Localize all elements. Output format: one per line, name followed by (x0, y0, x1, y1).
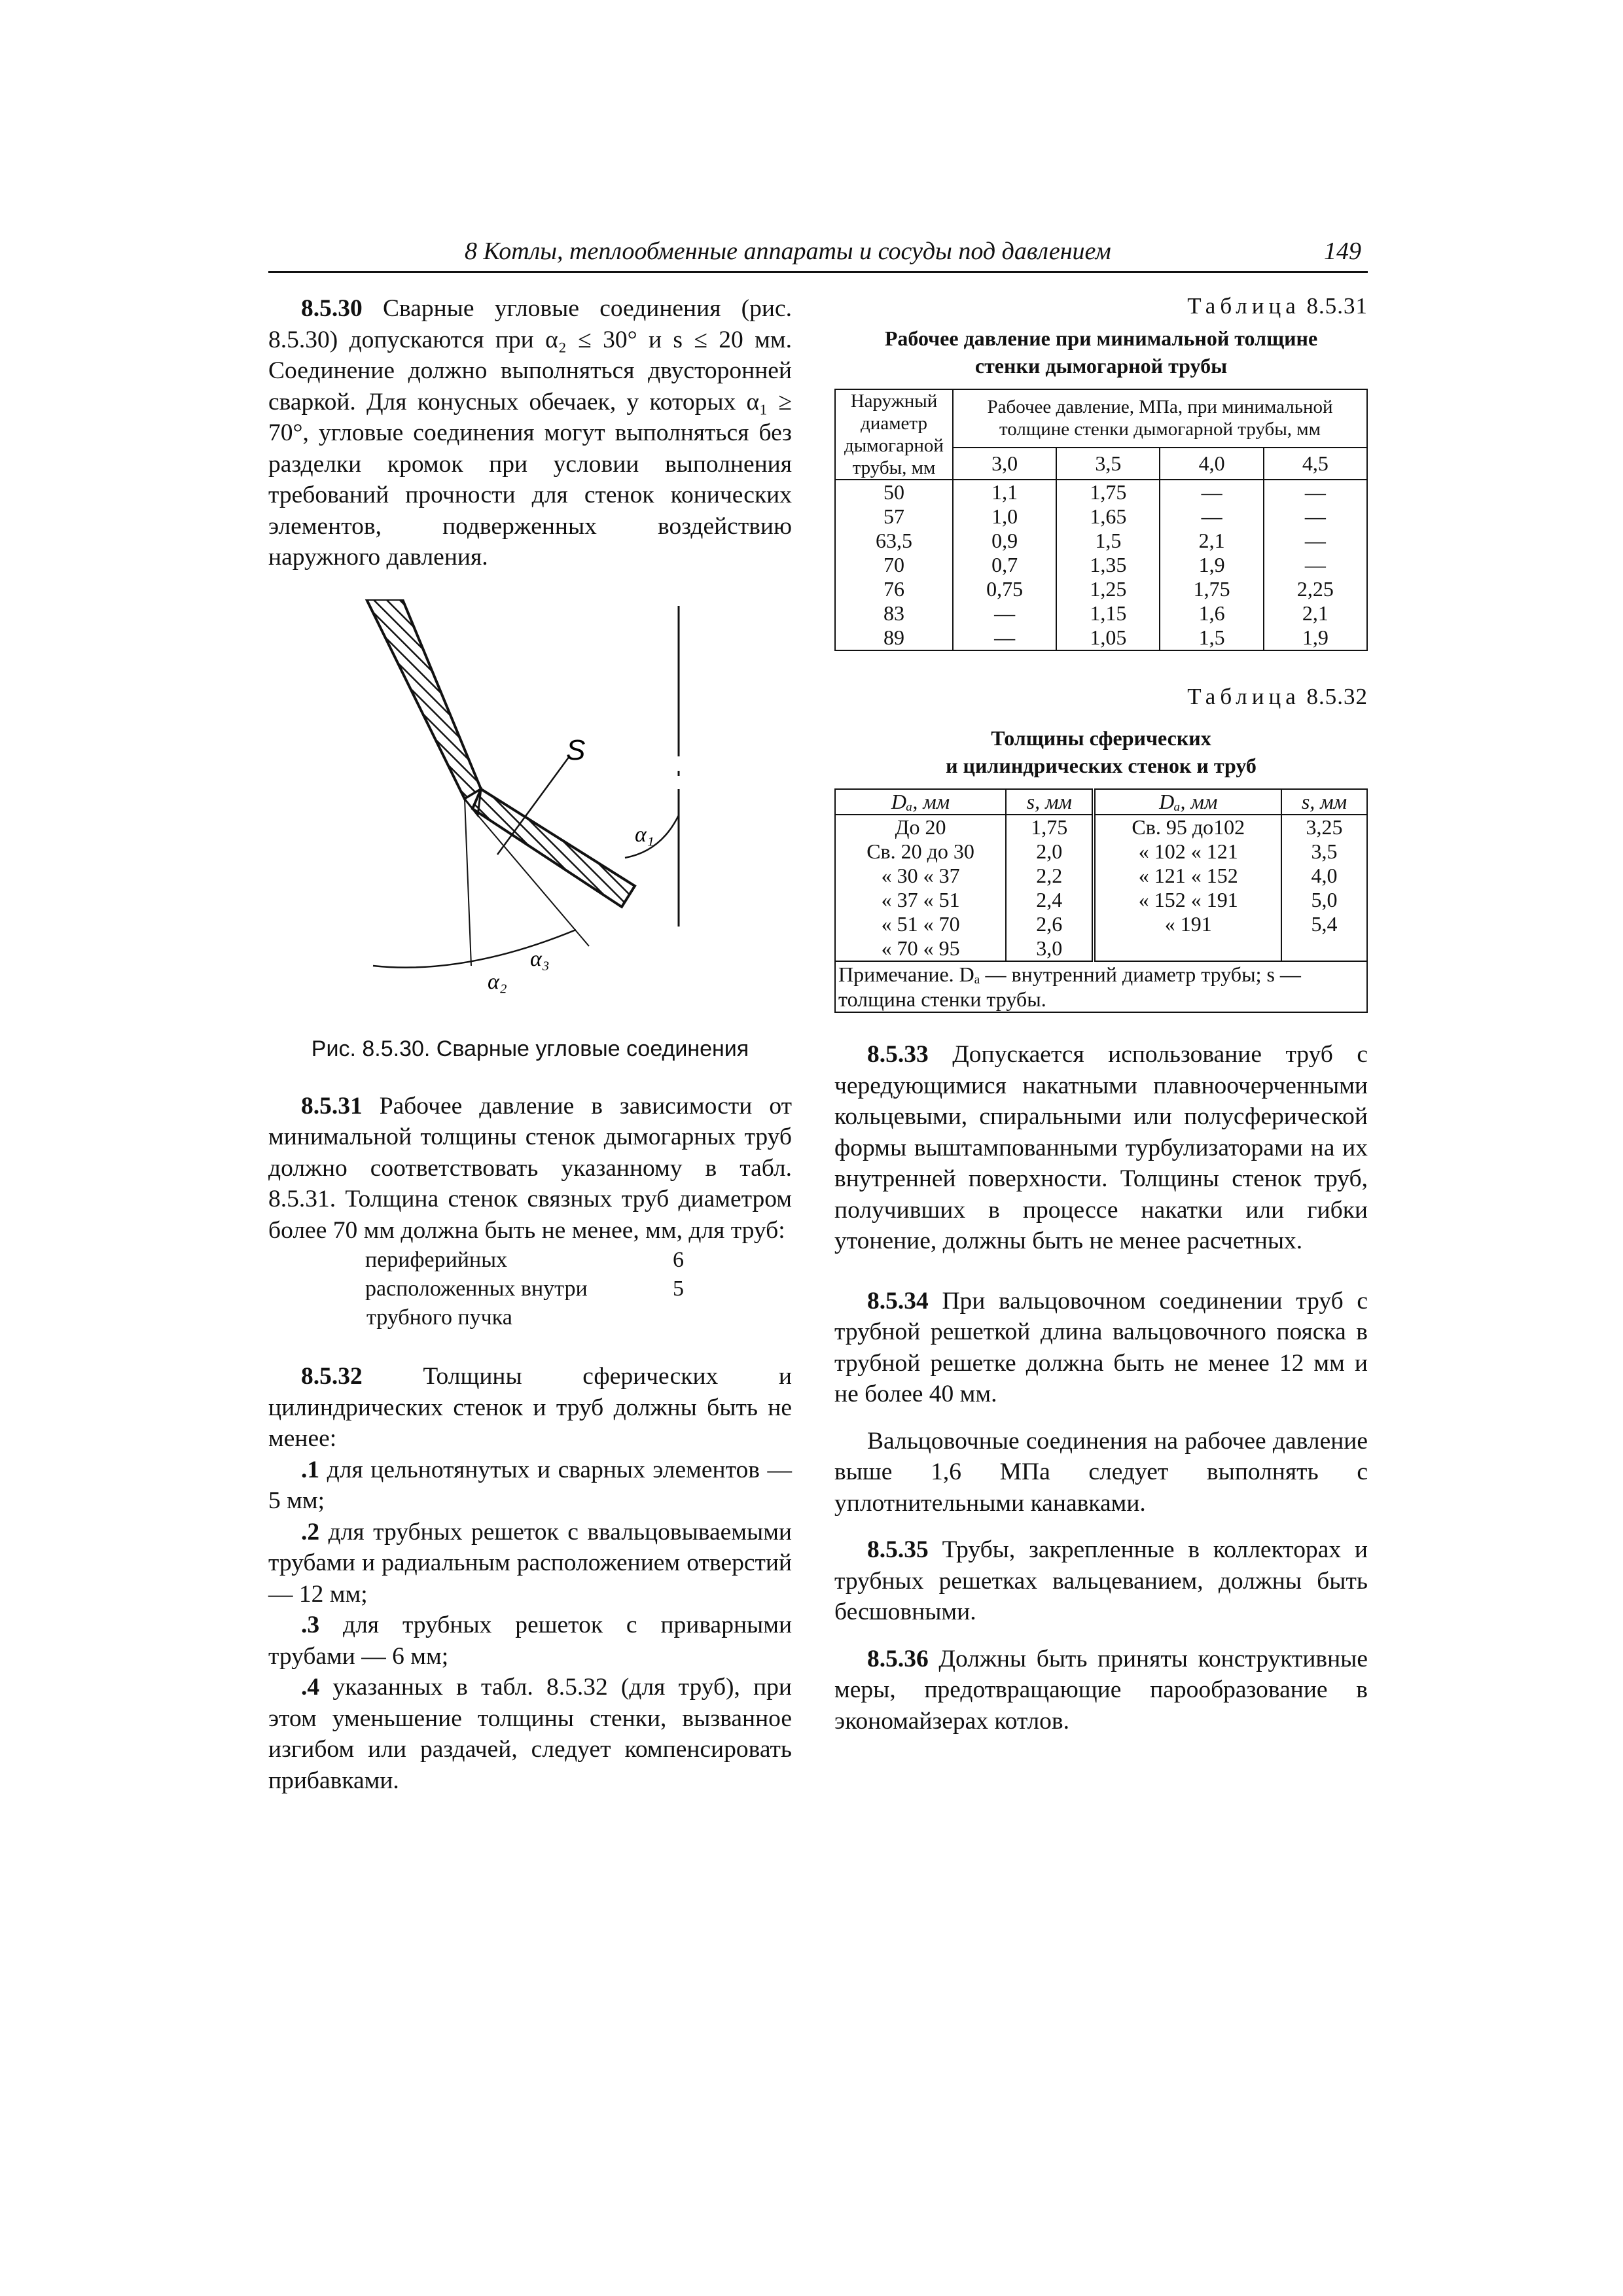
paragraph-8-5-30 (268, 293, 792, 573)
table-cell: 57 (835, 504, 953, 529)
table-8-5-32 (834, 788, 1368, 1013)
table-cell: 4,0 (1281, 864, 1367, 888)
paragraph-number: 8.5.31 (301, 1092, 363, 1120)
paragraph-number: 8.5.36 (867, 1645, 929, 1672)
table-cell: 2,2 (1006, 864, 1094, 888)
table-row (835, 839, 1367, 864)
table-row (835, 480, 1367, 504)
column-header: Наружный диаметр дымогарной трубы, мм (835, 389, 953, 480)
table-cell: 3,0 (1006, 936, 1094, 961)
table-cell: 2,1 (1264, 601, 1367, 626)
table-cell: 1,25 (1056, 577, 1160, 601)
table-cell: — (953, 626, 1056, 650)
table-cell: 0,9 (953, 529, 1056, 553)
paragraph-text: Допускается использование труб с чередующимися накатными плавноочерченными кольцевыми, спиральными или полусферической формы выштампованными турбулизаторами на их внутренней поверхности. Толщины стенок труб, получивших в процессе накатки или гибки утонение, должны быть не менее расчетных. (834, 1041, 1368, 1254)
column-header: 3,5 (1056, 448, 1160, 480)
table-cell: 2,6 (1006, 912, 1094, 936)
table-caption-number: 8.5.31 (1306, 293, 1368, 319)
table-cell: — (1160, 504, 1263, 529)
item-number: .4 (301, 1674, 320, 1701)
paragraph-8-5-34 (834, 1286, 1368, 1410)
paragraph-number: 8.5.32 (301, 1363, 363, 1390)
table-note: Примечание. Dₐ — внутренний диаметр трубы; s — толщина стенки трубы. (835, 961, 1367, 1012)
table-cell: 1,75 (1160, 577, 1263, 601)
table-cell: Св. 95 до102 (1094, 815, 1281, 839)
paragraph-number: 8.5.30 (301, 295, 363, 322)
table-cell: 83 (835, 601, 953, 626)
table-row (835, 888, 1367, 912)
list-label: периферийных (365, 1248, 508, 1272)
table-row (835, 504, 1367, 529)
table-cell: « 37 « 51 (835, 888, 1006, 912)
table-cell: 1,9 (1264, 626, 1367, 650)
table-cell: — (1264, 529, 1367, 553)
right-column (834, 293, 1368, 1737)
item-number: .1 (301, 1456, 320, 1483)
left-column (268, 293, 792, 1796)
table-cell: « 121 « 152 (1094, 864, 1281, 888)
table-row (835, 529, 1367, 553)
paragraph-number: 8.5.35 (867, 1536, 929, 1563)
table-cell: 0,7 (953, 553, 1056, 577)
page-number: 149 (1324, 238, 1361, 265)
table-cell: 3,25 (1281, 815, 1367, 839)
table-caption-8-5-32 (834, 684, 1368, 710)
table-cell: 1,15 (1056, 601, 1160, 626)
list-item-3 (268, 1610, 792, 1672)
item-number: .2 (301, 1518, 320, 1545)
table-cell: 1,0 (953, 504, 1056, 529)
list-item (268, 1246, 792, 1275)
paragraph-8-5-33 (834, 1039, 1368, 1257)
list-item-4 (268, 1672, 792, 1796)
paragraph-text: Трубы, закрепленные в коллекторах и трубных решетках вальцеванием, должны быть бесшовными. (834, 1536, 1368, 1625)
paragraph-8-5-36 (834, 1644, 1368, 1737)
list-item (268, 1275, 792, 1303)
label-s: S (566, 733, 586, 766)
paragraph-text: Должны быть приняты конструктивные меры, предотвращающие парообразование в экономайзерах котлов. (834, 1645, 1368, 1735)
table-caption-8-5-31 (834, 293, 1368, 319)
table-cell: 2,0 (1006, 839, 1094, 864)
column-header: 4,0 (1160, 448, 1263, 480)
table-cell: До 20 (835, 815, 1006, 839)
table-row (835, 815, 1367, 839)
label-alpha2: α₂ (488, 969, 507, 994)
item-text: для цельнотянутых и сварных элементов — 5 мм; (268, 1456, 792, 1514)
label-alpha1: α₁ (635, 822, 654, 847)
figure-caption: Рис. 8.5.30. Сварные угловые соединения (311, 1036, 749, 1061)
running-header (268, 237, 1368, 273)
table-body (835, 480, 1367, 650)
table-caption-word: Таблица (1187, 293, 1300, 319)
table-title-line: и цилиндрических стенок и труб (946, 754, 1257, 777)
table-title-line: Толщины сферических (991, 726, 1211, 750)
table-cell: — (1264, 480, 1367, 504)
label-alpha3: α₃ (530, 946, 550, 971)
table-cell: 0,75 (953, 577, 1056, 601)
table-cell: « 30 « 37 (835, 864, 1006, 888)
table-caption-number: 8.5.32 (1306, 684, 1368, 709)
running-title: 8 Котлы, теплообменные аппараты и сосуды под давлением (465, 238, 1111, 265)
item-text: для трубных решеток с ввальцовываемыми трубами и радиальным расположением отверстий — 12 мм; (268, 1518, 792, 1608)
table-title (834, 325, 1368, 380)
table-cell (1094, 936, 1281, 961)
table-cell: 1,5 (1056, 529, 1160, 553)
table-cell: 1,5 (1160, 626, 1263, 650)
column-header: Dₐ, мм (1094, 789, 1281, 815)
item-text: указанных в табл. 8.5.32 (для труб), при этом уменьшение толщины стенки, вызванное изгибом или раздачей, следует компенсировать прибавками. (268, 1674, 793, 1794)
list-item-1 (268, 1455, 792, 1517)
table-cell (1281, 936, 1367, 961)
table-cell: 70 (835, 553, 953, 577)
table-cell: 2,25 (1264, 577, 1367, 601)
paragraph-text: При вальцовочном соединении труб с трубной решеткой длина вальцовочного пояска в трубной решетке должна быть не менее 12 мм и не более 40 мм. (834, 1287, 1368, 1407)
table-cell: 5,0 (1281, 888, 1367, 912)
list-item-2 (268, 1517, 792, 1610)
item-number: .3 (301, 1612, 320, 1638)
table-cell: 1,9 (1160, 553, 1263, 577)
column-header: s, мм (1281, 789, 1367, 815)
table-row (835, 601, 1367, 626)
table-cell: — (1264, 553, 1367, 577)
table-cell: « 191 (1094, 912, 1281, 936)
paragraph-number: 8.5.33 (867, 1041, 929, 1068)
table-cell: « 70 « 95 (835, 936, 1006, 961)
list-value: 6 (673, 1248, 684, 1272)
table-cell: 1,1 (953, 480, 1056, 504)
table-cell: 3,5 (1281, 839, 1367, 864)
table-body (835, 815, 1367, 961)
table-title-line: Рабочее давление при минимальной толщине (884, 327, 1318, 350)
paragraph-text: Сварные угловые соединения (рис. 8.5.30) допускаются при α₂ ≤ 30° и s ≤ 20 мм. Соединение должно выполняться двусторонней сваркой. Для конусных обечаек, у которых α₁ ≥ 70°, угловые соединения могут выполняться без разделки кромок при условии выполнения требований прочности для стенок конических элементов, подверженных воздействию наружного давления. (268, 295, 792, 571)
table-cell: 1,6 (1160, 601, 1263, 626)
paragraph-text: Рабочее давление в зависимости от минимальной толщины стенок дымогарных труб должно соответствовать указанному в табл. 8.5.31. Толщина стенок связных труб диаметром более 70 мм должна быть не менее, мм, для труб: (268, 1092, 792, 1244)
table-row (835, 864, 1367, 888)
paragraph-8-5-32 (268, 1361, 792, 1455)
paragraph-number: 8.5.34 (867, 1287, 929, 1315)
table-cell: — (1264, 504, 1367, 529)
table-cell: Св. 20 до 30 (835, 839, 1006, 864)
paragraph-8-5-31 (268, 1091, 792, 1246)
table-8-5-31 (834, 389, 1368, 651)
table-cell: 63,5 (835, 529, 953, 553)
column-header: s, мм (1006, 789, 1094, 815)
table-row (835, 577, 1367, 601)
table-cell: 2,1 (1160, 529, 1263, 553)
column-header: 4,5 (1264, 448, 1367, 480)
column-header: 3,0 (953, 448, 1056, 480)
table-cell: — (1160, 480, 1263, 504)
item-text: для трубных решеток с приварными трубами — 6 мм; (268, 1612, 793, 1670)
paragraph-8-5-35 (834, 1534, 1368, 1628)
table-cell: 1,65 (1056, 504, 1160, 529)
table-cell: « 51 « 70 (835, 912, 1006, 936)
table-cell: 89 (835, 626, 953, 650)
table-caption-word: Таблица (1187, 684, 1300, 709)
table-cell: 1,75 (1006, 815, 1094, 839)
list-label: расположенных внутри (365, 1277, 588, 1301)
table-title-line: стенки дымогарной трубы (974, 354, 1228, 378)
table-cell: « 102 « 121 (1094, 839, 1281, 864)
table-row (835, 626, 1367, 650)
column-header: Dₐ, мм (835, 789, 1006, 815)
paragraph-text: Толщины сферических и цилиндрических стенок и труб должны быть не менее: (268, 1363, 792, 1452)
list-value: 5 (673, 1277, 684, 1301)
paragraph-8-5-34-continued: Вальцовочные соединения на рабочее давление выше 1,6 МПа следует выполнять с уплотнительными канавками. (834, 1427, 1368, 1517)
table-cell: 1,05 (1056, 626, 1160, 650)
table-title (834, 724, 1368, 779)
table-row (835, 936, 1367, 961)
table-cell: 5,4 (1281, 912, 1367, 936)
list-tail: трубного пучка (366, 1305, 512, 1330)
table-row (835, 553, 1367, 577)
table-row (835, 912, 1367, 936)
group-header: Рабочее давление, МПа, при минимальной толщине стенки дымогарной трубы, мм (953, 389, 1367, 448)
table-cell: — (953, 601, 1056, 626)
table-cell: 1,35 (1056, 553, 1160, 577)
table-cell: « 152 « 191 (1094, 888, 1281, 912)
table-cell: 50 (835, 480, 953, 504)
table-cell: 2,4 (1006, 888, 1094, 912)
welded-joint-drawing (268, 599, 792, 1031)
table-cell: 1,75 (1056, 480, 1160, 504)
table-cell: 76 (835, 577, 953, 601)
figure-8-5-30 (268, 599, 792, 1031)
